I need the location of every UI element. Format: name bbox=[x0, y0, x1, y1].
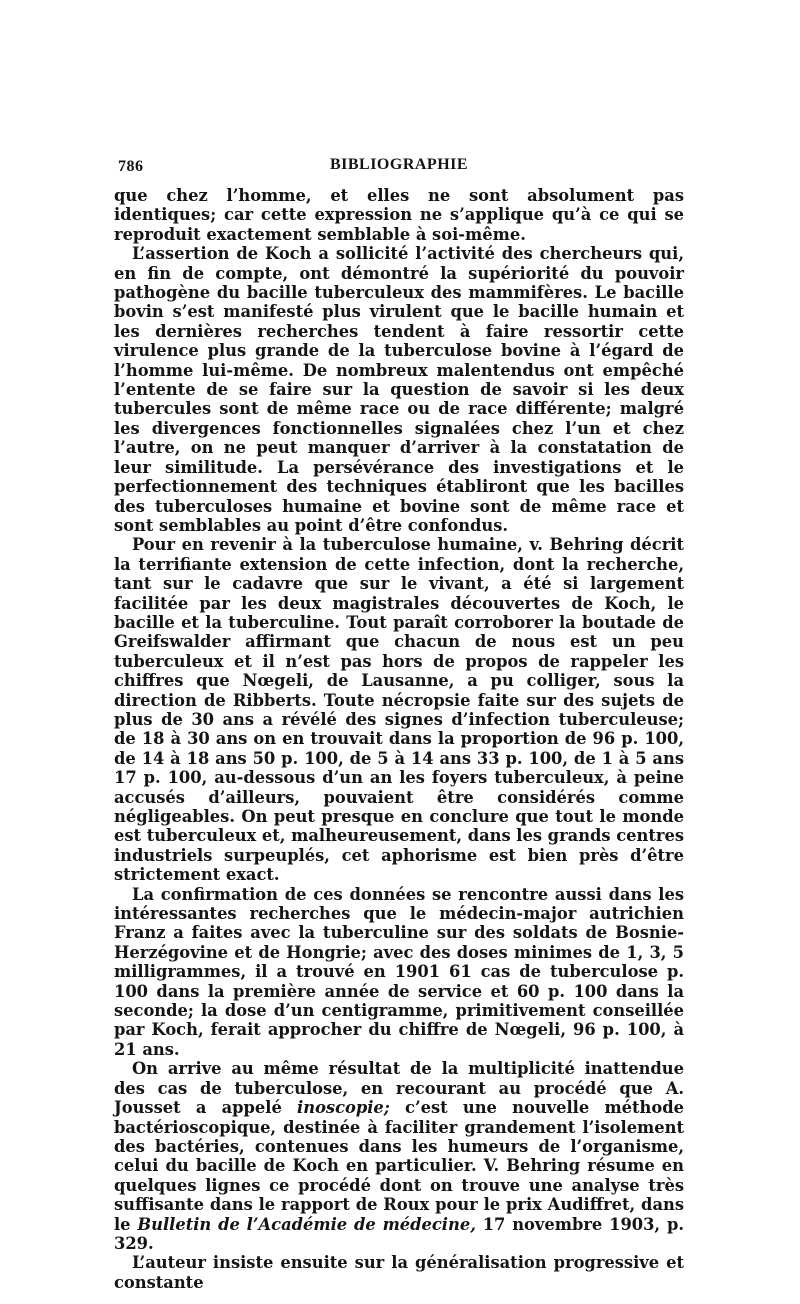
bulletin-title: Bulletin de l’Académie de médecine, bbox=[137, 1214, 476, 1234]
inoscopie-text-after: 17 novembre 1903, p. 329. bbox=[114, 1214, 684, 1253]
inoscopie-text-middle: c’est une nouvelle méthode bactérioscopique, destinée à faciliter grandement l’isolement des bactéries, contenues dans les humeurs de l’organisme, celui du bacille de Koch en particulier. V. Behring résume en quelques lignes ce procédé dont on trouve une analyse très suffisante dans le rapport de Roux pour le prix Audiffret, dans le bbox=[114, 1098, 684, 1234]
body-text bbox=[114, 186, 684, 1292]
paragraph-koch-assertion: L’assertion de Koch a sollicité l’activité des chercheurs qui, en fin de compte, ont démontré la supériorité du pouvoir pathogène du bacille tuberculeux des mammifères. Le bacille bovin s’est manifesté plus virulent que le bacille humain et les dernières recherches tendent à faire ressortir cette virulence plus grande de la tuberculose bovine à l’égard de l’homme lui-même. De nombreux malentendus ont empêché l’entente de se faire sur la question de savoir si les deux tubercules sont de même race ou de race différente; malgré les divergences fonctionnelles signalées chez l’un et chez l’autre, on ne peut manquer d’arriver à la constatation de leur similitude. La persévérance des investigations et le perfectionnement des techniques établiront que les bacilles des tuberculoses humaine et bovine sont de même race et sont semblables au point d’être confondus. bbox=[114, 244, 684, 535]
paragraph-continuation: que chez l’homme, et elles ne sont absolument pas identiques; car cette expression ne s’applique qu’à ce qui se reproduit exactement semblable à soi-même. bbox=[114, 186, 684, 244]
page-number: 786 bbox=[118, 158, 144, 175]
document-page bbox=[114, 152, 684, 1292]
inoscopie-text-before: On arrive au même résultat de la multiplicité inattendue des cas de tuberculose, en recourant au procédé que A. Jousset a appelé bbox=[114, 1059, 684, 1118]
paragraph-author-insists: L’auteur insiste ensuite sur la généralisation progressive et constante bbox=[114, 1253, 684, 1292]
inoscopie-term: inoscopie; bbox=[297, 1098, 390, 1118]
paragraph-franz-confirmation: La confirmation de ces données se rencontre aussi dans les intéressantes recherches que le médecin-major autrichien Franz a faites avec la tuberculine sur des soldats de Bosnie-Herzégovine et de Hongrie; avec des doses minimes de 1, 3, 5 milligrammes, il a trouvé en 1901 61 cas de tuberculose p. 100 dans la première année de service et 60 p. 100 dans la seconde; la dose d’un centigramme, primitivement conseillée par Koch, ferait approcher du chiffre de Nœgeli, 96 p. 100, à 21 ans. bbox=[114, 884, 684, 1059]
paragraph-human-tuberculosis: Pour en revenir à la tuberculose humaine, v. Behring décrit la terrifiante extension de cette infection, dont la recherche, tant sur le cadavre que sur le vivant, a été si largement facilitée par les deux magistrales découvertes de Koch, le bacille et la tuberculine. Tout paraît corroborer la boutade de Greifswalder affirmant que chacun de nous est un peu tuberculeux et il n’est pas hors de propos de rappeler les chiffres que Nœgeli, de Lausanne, a pu colliger, sous la direction de Ribberts. Toute nécropsie faite sur des sujets de plus de 30 ans a révélé des signes d’infection tuberculeuse; de 18 à 30 ans on en trouvait dans la proportion de 96 p. 100, de 14 à 18 ans 50 p. 100, de 5 à 14 ans 33 p. 100, de 1 à 5 ans 17 p. 100, au-dessous d’un an les foyers tuberculeux, à peine accusés d’ailleurs, pouvaient être considérés comme négligeables. On peut presque en conclure que tout le monde est tuberculeux et, malheureusement, dans les grands centres industriels surpeuplés, cet aphorisme est bien près d’être strictement exact. bbox=[114, 535, 684, 885]
running-title: BIBLIOGRAPHIE bbox=[329, 156, 469, 173]
paragraph-inoscopie bbox=[114, 1059, 684, 1253]
page-header bbox=[114, 152, 684, 178]
